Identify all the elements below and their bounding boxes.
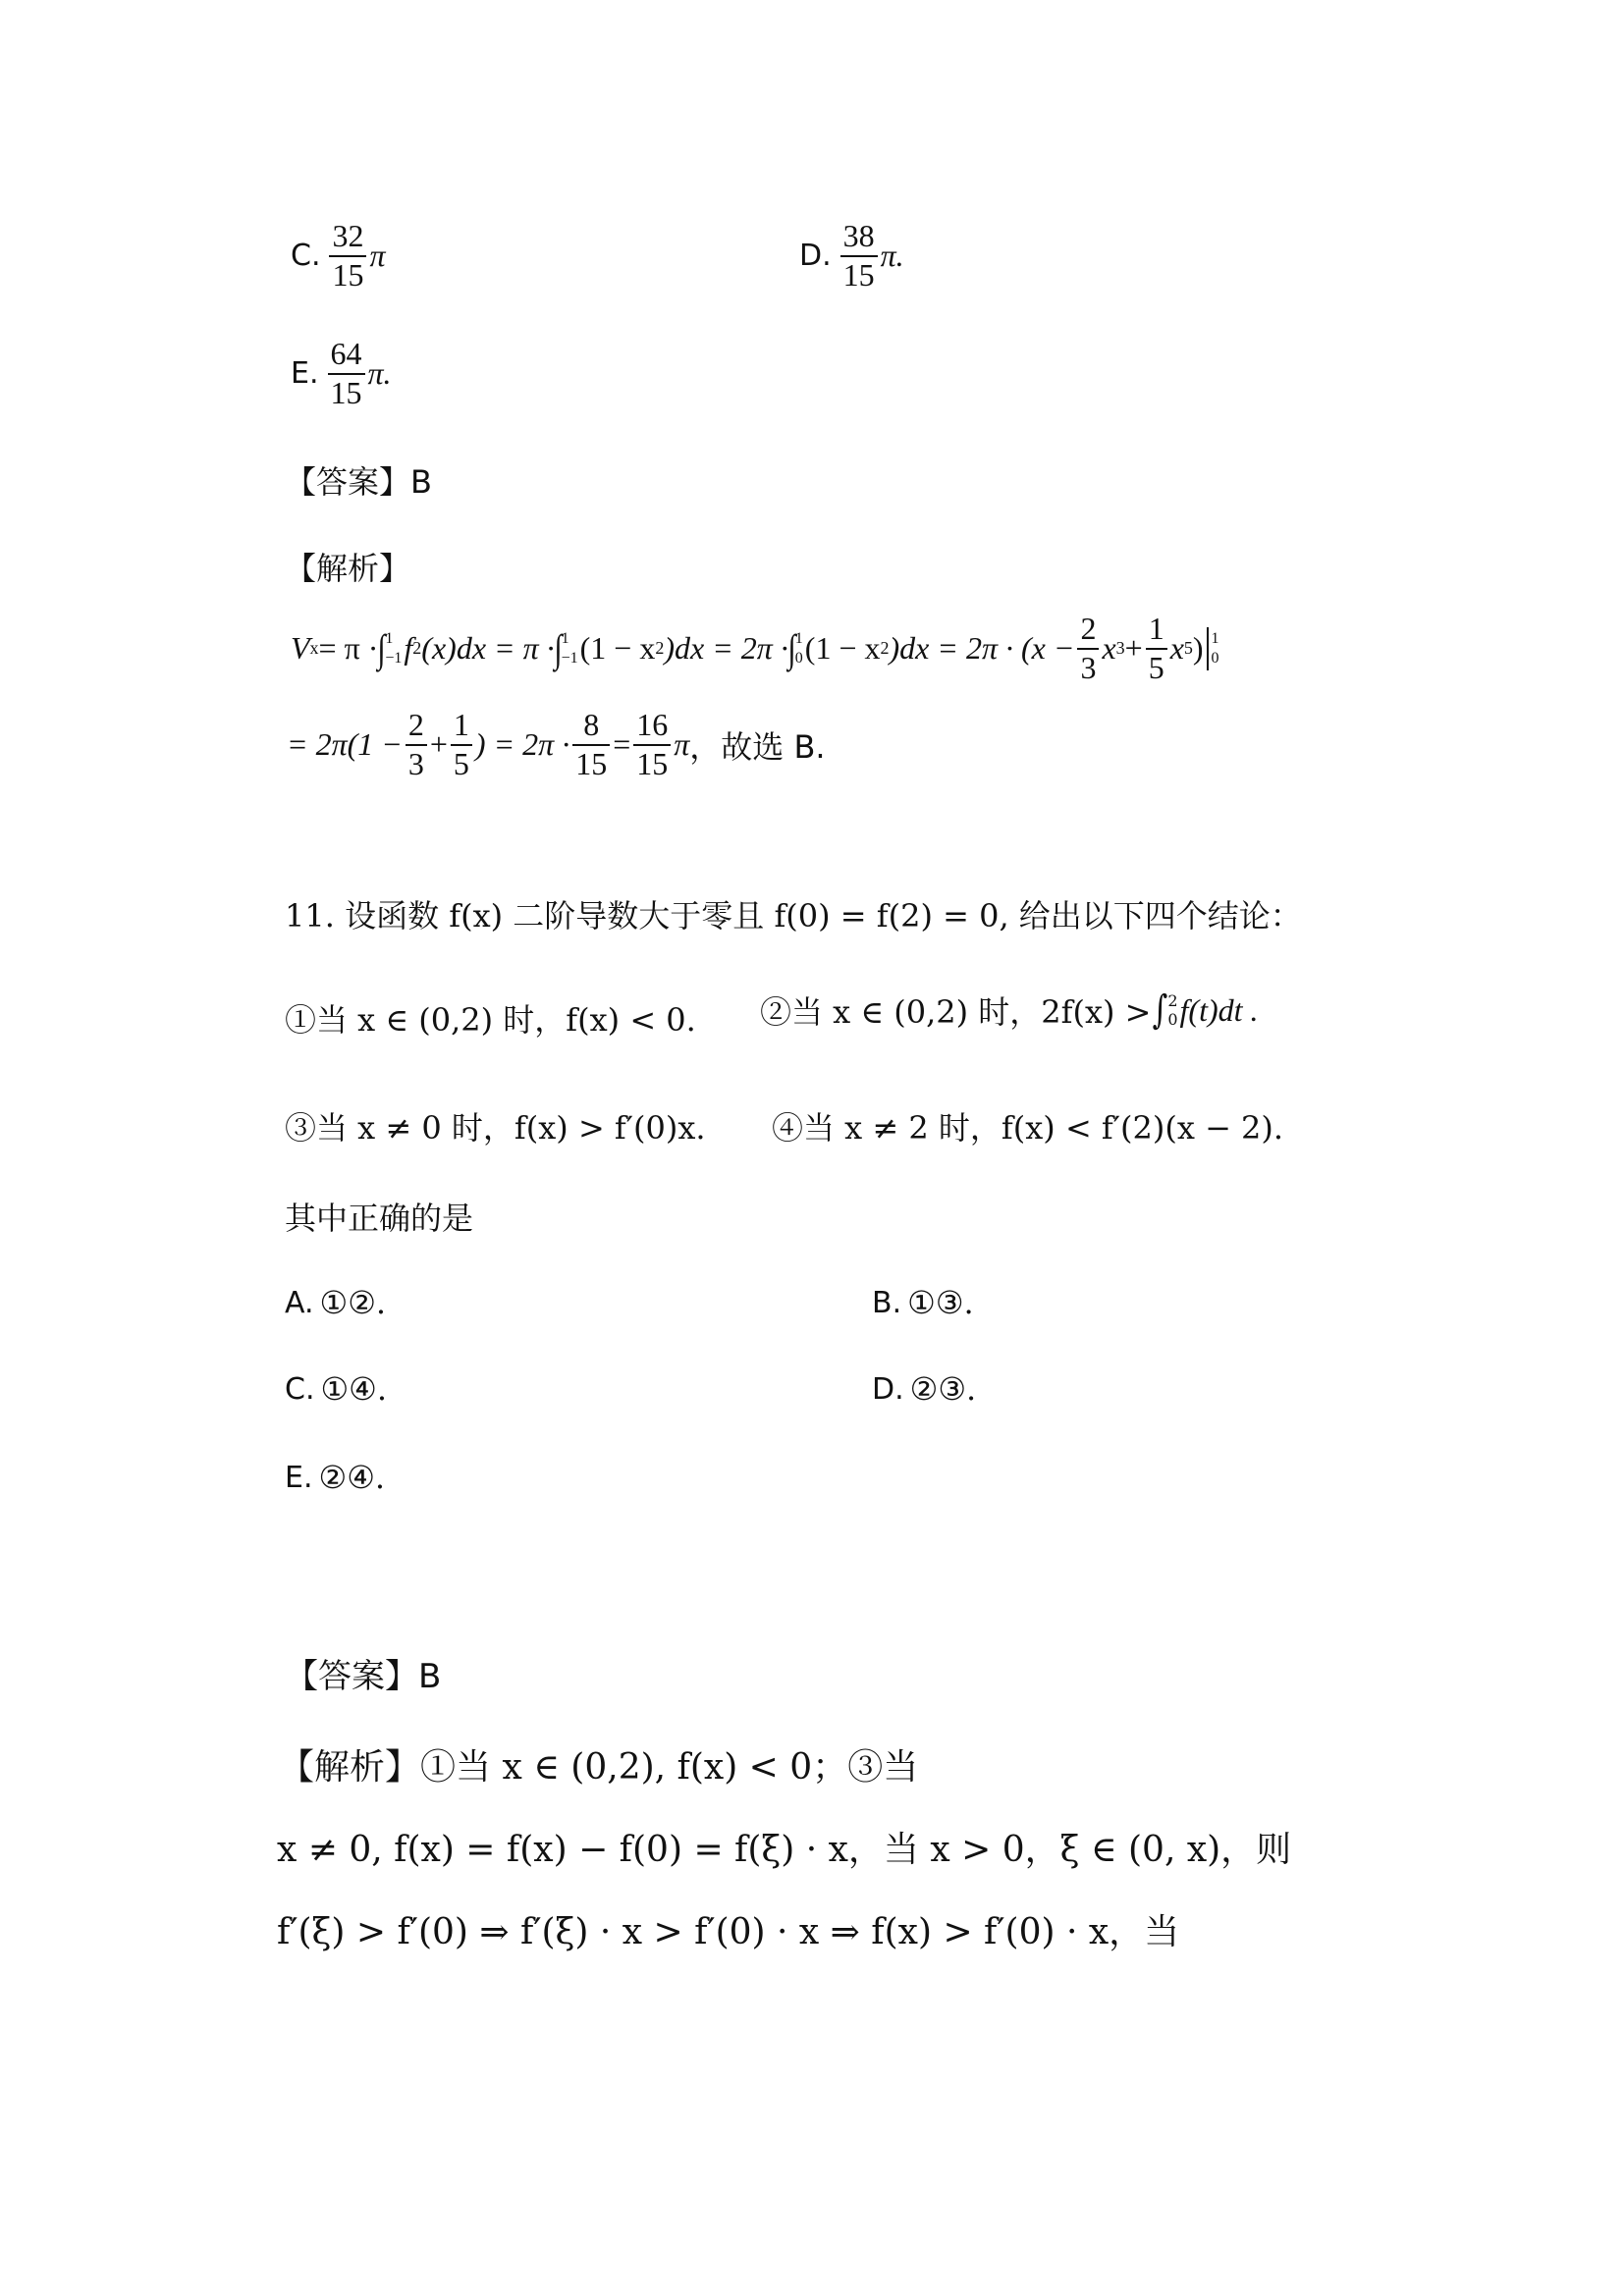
option-text: ①③.	[907, 1284, 974, 1321]
answer-tag: 【答案】	[285, 463, 411, 501]
answer-line	[285, 457, 432, 503]
fraction: $\frac{1}{5}$	[451, 709, 472, 780]
option-label: D.	[872, 1371, 904, 1407]
fraction: $\frac{2}{3}$	[1077, 613, 1099, 684]
option-a[interactable]	[285, 1284, 386, 1321]
option-label: D.	[799, 239, 832, 274]
option-e-prev: E. $\frac{64}{15}$ π.	[291, 336, 392, 410]
option-b[interactable]	[872, 1284, 974, 1321]
conclusion-3: ③当 x ≠ 0 时，f(x) > f′(0)x.	[285, 1109, 706, 1147]
fraction: $\frac{64}{15}$	[328, 338, 365, 409]
option-label: B.	[872, 1285, 902, 1320]
integral-sign: ∫	[377, 626, 387, 671]
option-c-prev: C. $\frac{32}{15}$ π	[291, 218, 386, 293]
conclusion-1: ①当 x ∈ (0,2) 时，f(x) < 0.	[285, 1001, 696, 1039]
analysis-equation-1: V x = π · ∫ 1 −1 f 2 (x)dx = π · ∫ 1 −1 (1 − x 2 )dx = 2π · ∫ 1 0 (1 − x 2 )dx = 2π · (x − $\frac{2}{3}$ x 3 + $\frac{1}{5}$ x 5 ) 1 0	[291, 611, 1219, 685]
analysis-2-line-3: f′(ξ) > f′(0) ⇒ f′(ξ) · x > f′(0) · x ⇒ f(x) > f′(0) · x，当	[277, 1912, 1180, 1952]
integral-sign: ∫	[554, 626, 563, 671]
fraction: $\frac{38}{15}$	[840, 220, 878, 292]
option-label: C.	[291, 239, 321, 274]
option-text: ②③.	[909, 1370, 977, 1408]
option-d-prev: D. $\frac{38}{15}$ π.	[799, 218, 904, 293]
answer-value: B	[410, 463, 432, 501]
answer-line	[285, 1649, 441, 1697]
answer-value: B	[418, 1657, 442, 1696]
analysis-tag: 【解析】	[285, 550, 411, 587]
analysis-tag: 【解析】	[279, 1747, 421, 1788]
option-e[interactable]	[285, 1459, 385, 1496]
fraction: $\frac{1}{5}$	[1146, 613, 1167, 684]
option-label: E.	[291, 356, 319, 392]
option-d[interactable]	[872, 1370, 976, 1408]
fraction: $\frac{8}{15}$	[572, 709, 610, 780]
analysis-equation-2: = 2π(1 − $\frac{2}{3}$ + $\frac{1}{5}$ ) = 2π · $\frac{8}{15}$ = $\frac{16}{15}$ π ，故选 B.	[287, 707, 826, 781]
answer-tag: 【答案】	[285, 1657, 418, 1696]
question-11-stem: 11. 设函数 f(x) 二阶导数大于零且 f(0) = f(2) = 0, 给出以下四个结论：	[285, 897, 1302, 934]
option-label: E.	[285, 1460, 313, 1495]
option-c[interactable]	[285, 1370, 387, 1408]
analysis-2-line-1: 【解析】 ①当 x ∈ (0,2), f(x) < 0；③当	[279, 1739, 918, 1789]
option-label: A.	[285, 1285, 314, 1320]
option-text: ①②.	[319, 1284, 387, 1321]
integral-sign: ∫	[1152, 988, 1167, 1033]
option-label: C.	[285, 1371, 315, 1407]
fraction: $\frac{2}{3}$	[406, 709, 427, 780]
analysis-2-line-2: x ≠ 0, f(x) = f(x) − f(0) = f(ξ) · x，当 x > 0，ξ ∈ (0, x)，则	[277, 1830, 1292, 1870]
question-prompt: 其中正确的是	[285, 1200, 474, 1237]
conclusion-4: ④当 x ≠ 2 时，f(x) < f′(2)(x − 2).	[772, 1109, 1284, 1147]
integral-sign: ∫	[787, 626, 796, 671]
fraction: $\frac{32}{15}$	[329, 220, 366, 292]
option-text: ②④.	[318, 1459, 386, 1496]
option-text: ①④.	[320, 1370, 388, 1408]
conclusion-2: ②当 x ∈ (0,2) 时，2f(x) > ∫ 2 0 f(t)dt .	[760, 988, 1259, 1033]
evaluation-bar	[1207, 627, 1209, 670]
fraction: $\frac{16}{15}$	[633, 709, 671, 780]
